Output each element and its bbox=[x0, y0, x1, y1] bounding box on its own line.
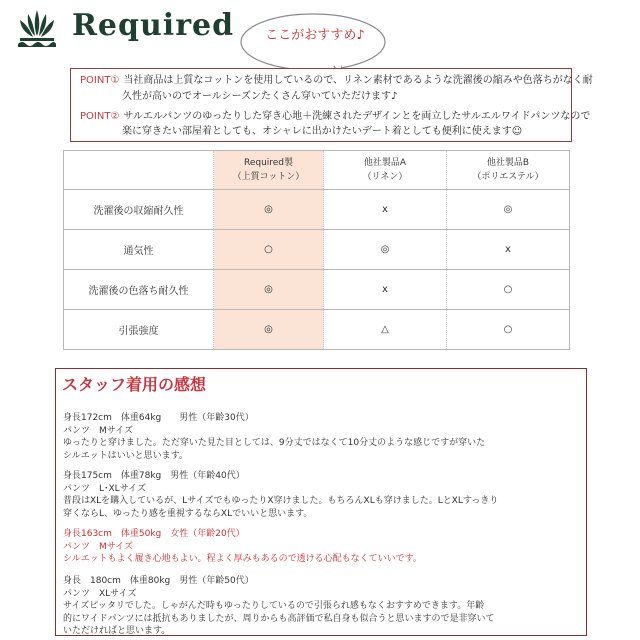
point-2-text: サルエルパンツのゆったりした穿き心地＋洗練されたデザインとを両立したサルエルワイドパンツなので bbox=[123, 111, 591, 122]
point-1-label: POINT① bbox=[80, 75, 120, 86]
cell-product-a: x bbox=[324, 190, 447, 230]
staff-entry-comment: 普段はXLを購入しているが、LサイズでもゆったりX穿けました。もちろんXLも穿けました。LとXLすっきり bbox=[63, 496, 499, 506]
cell-required: ◎ bbox=[214, 310, 324, 350]
cell-product-b: x bbox=[447, 230, 570, 270]
cell-product-a: ◎ bbox=[324, 230, 447, 270]
cell-product-b: ◎ bbox=[447, 190, 570, 230]
header-product-a-material: （リネン） bbox=[362, 172, 408, 182]
point-1-text-cont: 久性が高いのでオールシーズンたくさん穿いていただけます♪ bbox=[122, 91, 398, 102]
staff-entry-profile: 身長163cm 体重50kg 女性（年齢20代） bbox=[63, 529, 245, 539]
cell-product-b: ○ bbox=[447, 270, 570, 310]
recommend-bubble-text: ここがおすすめ♪ bbox=[265, 28, 365, 43]
staff-entry-profile: 身長172cm 体重64kg 男性（年齢30代） bbox=[63, 413, 254, 423]
header-required bbox=[214, 151, 324, 190]
row-label: 通気性 bbox=[64, 230, 214, 270]
header-product-a bbox=[324, 151, 447, 190]
table-row bbox=[64, 190, 570, 230]
header-product-b-name: 他社製品B bbox=[486, 158, 530, 168]
row-label: 洗濯後の色落ち耐久性 bbox=[64, 270, 214, 310]
staff-entry-size: パンツ XLサイズ bbox=[63, 588, 137, 599]
point-1 bbox=[80, 73, 593, 89]
staff-entry-2 bbox=[63, 470, 498, 520]
brand-name: Required bbox=[72, 8, 235, 43]
row-label: 洗濯後の収縮耐久性 bbox=[64, 190, 214, 230]
staff-entry-comment: シルエットはいいと思います。 bbox=[63, 450, 188, 461]
cell-required: ◎ bbox=[214, 190, 324, 230]
staff-entry-1 bbox=[63, 412, 485, 462]
row-label: 引張強度 bbox=[64, 310, 214, 350]
header-product-b bbox=[447, 151, 570, 190]
staff-entry-comment: シルエットもよく履き心地もよい。程よく厚みもあるので透ける心配もなくていいです。 bbox=[63, 554, 422, 564]
staff-entry-comment: 的にワイドパンツには抵抗もありましたが、周りからも高評価で私自身も似合うと思いますので是非穿いて bbox=[63, 613, 495, 624]
staff-entry-size: パンツ Mサイズ bbox=[63, 425, 134, 436]
cell-required: ◎ bbox=[214, 270, 324, 310]
header-product-a-name: 他社製品A bbox=[363, 158, 407, 168]
staff-entry-profile: 身長 180cm 体重80kg 男性（年齢50代） bbox=[63, 576, 254, 586]
header-required-name: Required製 bbox=[243, 158, 294, 168]
point-2 bbox=[80, 109, 590, 125]
staff-entry-4 bbox=[63, 575, 495, 638]
comparison-table-wrap bbox=[63, 150, 569, 350]
cell-product-a: △ bbox=[324, 310, 447, 350]
point-2-label: POINT② bbox=[80, 111, 120, 122]
staff-entry-profile: 身長175cm 体重78kg 男性（年齢40代） bbox=[63, 471, 245, 481]
staff-entry-3 bbox=[63, 528, 422, 566]
cell-product-a: x bbox=[324, 270, 447, 310]
staff-entry-comment: サイズピッタリでした。しゃがんだ時もゆったりしているので引張られ感もなくおすすめできます。年齢 bbox=[63, 601, 485, 611]
table-row bbox=[64, 310, 570, 350]
staff-entry-comment: ゆったりと穿けました。ただ穿いた見た目としては、9分丈ではなくて10分丈のような感じですが穿いた bbox=[63, 438, 486, 448]
table-row bbox=[64, 270, 570, 310]
staff-entry-comment: 穿くならL、ゆったり感を重視するならXLでいいと思います。 bbox=[63, 508, 313, 519]
point-2-text-cont: 楽に穿きたい部屋着としても、オシャレに出かけたいデート着としても便利に使えます☺ bbox=[122, 126, 523, 137]
header-product-b-material: （ポリエステル） bbox=[472, 172, 544, 182]
cell-required: ○ bbox=[214, 230, 324, 270]
table-header-row bbox=[64, 151, 570, 190]
staff-entry-size: パンツ Mサイズ bbox=[63, 541, 134, 552]
staff-entry-size: パンツ L･XLサイズ bbox=[63, 483, 146, 494]
brand-logo-icon bbox=[14, 6, 60, 52]
header-empty bbox=[64, 151, 214, 190]
staff-impressions-title: スタッフ着用の感想 bbox=[62, 375, 207, 394]
staff-entry-comment: いただければと思います。 bbox=[63, 626, 171, 636]
point-1-text: 当社商品は上質なコットンを使用しているので、リネン素材であるような洗濯後の縮みや色落ちがなく耐 bbox=[123, 75, 593, 86]
table-row bbox=[64, 230, 570, 270]
header-required-material: （上質コットン） bbox=[232, 172, 305, 182]
cell-product-b: ○ bbox=[447, 310, 570, 350]
comparison-table bbox=[63, 150, 570, 350]
